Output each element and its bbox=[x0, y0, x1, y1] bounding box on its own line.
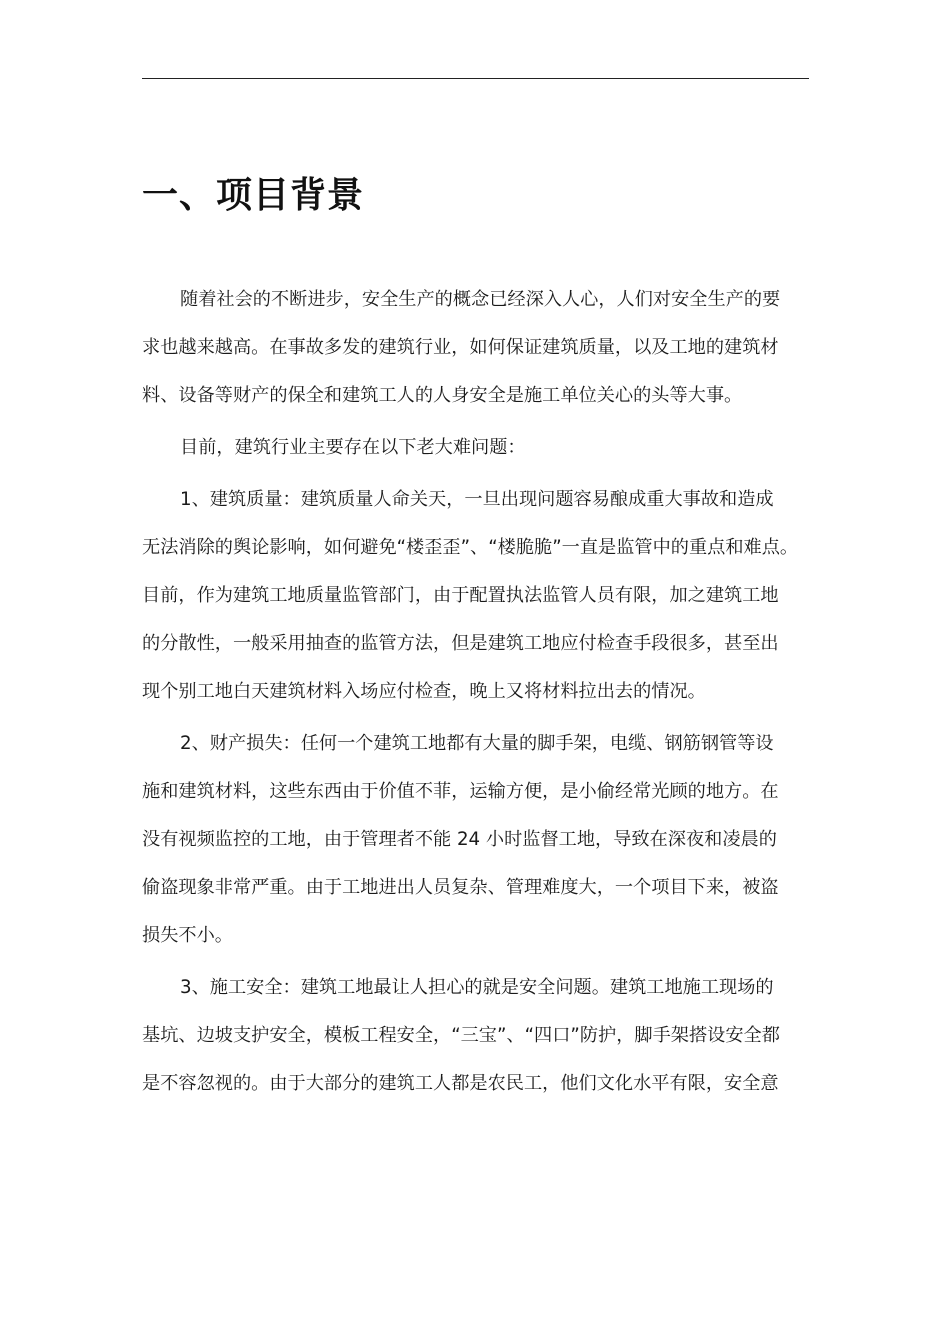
text-line: 没有视频监控的工地，由于管理者不能 24 小时监督工地，导致在深夜和凌晨的 bbox=[142, 829, 777, 850]
paragraph-problems-intro bbox=[142, 432, 818, 464]
text-line: 随着社会的不断进步，安全生产的概念已经深入人心，人们对安全生产的要 bbox=[180, 289, 781, 310]
text-line: 1、建筑质量：建筑质量人命关天，一旦出现问题容易酿成重大事故和造成 bbox=[180, 489, 774, 510]
paragraph-property-loss bbox=[142, 728, 818, 952]
section-title: 一、项目背景 bbox=[142, 175, 365, 216]
text-line: 施和建筑材料，这些东西由于价值不菲，运输方便，是小偷经常光顾的地方。在 bbox=[142, 781, 779, 802]
text-line: 无法消除的舆论影响，如何避免“楼歪歪”、“楼脆脆”一直是监管中的重点和难点。 bbox=[142, 537, 799, 558]
text-line: 2、财产损失：任何一个建筑工地都有大量的脚手架，电缆、钢筋钢管等设 bbox=[180, 733, 774, 754]
paragraph-construction-quality bbox=[142, 484, 818, 708]
paragraph-background bbox=[142, 284, 818, 412]
text-line: 是不容忽视的。由于大部分的建筑工人都是农民工，他们文化水平有限，安全意 bbox=[142, 1073, 779, 1094]
text-line: 目前，建筑行业主要存在以下老大难问题： bbox=[180, 437, 526, 458]
text-line: 料、设备等财产的保全和建筑工人的人身安全是施工单位关心的头等大事。 bbox=[142, 385, 743, 406]
text-line: 目前，作为建筑工地质量监管部门，由于配置执法监管人员有限，加之建筑工地 bbox=[142, 585, 779, 606]
paragraph-construction-safety bbox=[142, 972, 818, 1100]
text-line: 基坑、边坡支护安全，模板工程安全，“三宝”、“四口”防护，脚手架搭设安全都 bbox=[142, 1025, 780, 1046]
header-rule bbox=[142, 78, 809, 79]
text-line: 偷盗现象非常严重。由于工地进出人员复杂、管理难度大，一个项目下来，被盗 bbox=[142, 877, 779, 898]
text-line: 求也越来越高。在事故多发的建筑行业，如何保证建筑质量，以及工地的建筑材 bbox=[142, 337, 779, 358]
text-line: 损失不小。 bbox=[142, 925, 233, 946]
document-body bbox=[142, 284, 818, 1120]
text-line: 的分散性，一般采用抽查的监管方法，但是建筑工地应付检查手段很多，甚至出 bbox=[142, 633, 779, 654]
text-line: 3、施工安全：建筑工地最让人担心的就是安全问题。建筑工地施工现场的 bbox=[180, 977, 774, 998]
text-line: 现个别工地白天建筑材料入场应付检查，晚上又将材料拉出去的情况。 bbox=[142, 681, 706, 702]
